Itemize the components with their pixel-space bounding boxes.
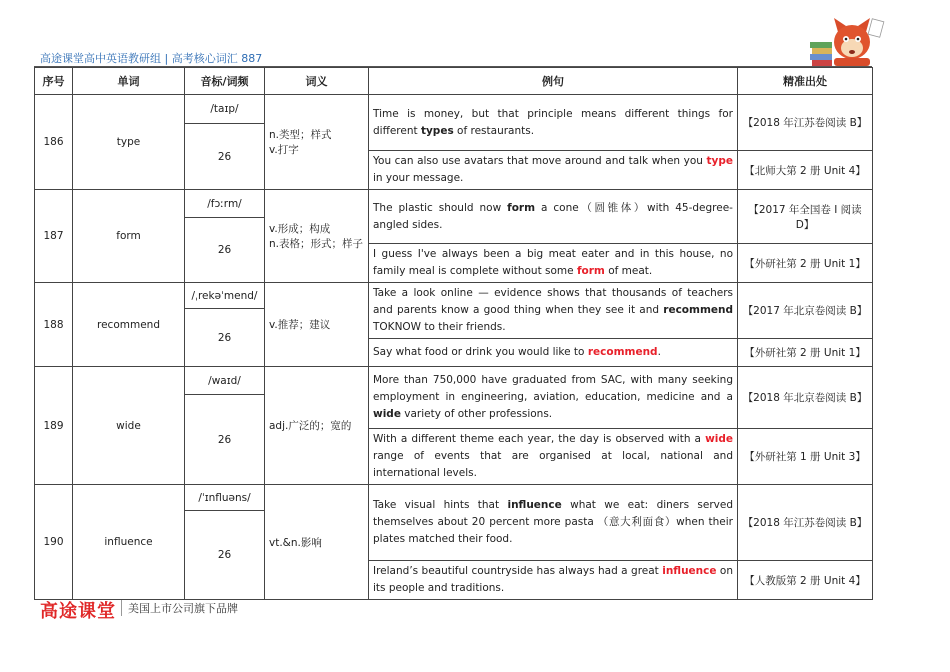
- example-sentence: [369, 244, 738, 283]
- header-source: 精准出处: [738, 68, 873, 95]
- sentence-text: TOKNOW to their friends.: [373, 321, 506, 333]
- entry-word: form: [73, 190, 185, 283]
- table-row: [35, 95, 873, 124]
- entry-number: 189: [35, 367, 73, 485]
- sentence-text: With a different theme each year, the day is observed with a: [373, 433, 706, 445]
- sentence-text: Time is money, but that principle means different things for different: [373, 107, 733, 137]
- footer-divider: [121, 600, 122, 616]
- sentence-text: of meat.: [604, 265, 653, 277]
- entry-phonetic: /waɪd/: [185, 367, 265, 395]
- entry-meaning: v.推荐；建议: [265, 283, 369, 367]
- example-sentence: [369, 485, 738, 561]
- entry-frequency: 26: [185, 395, 265, 485]
- sentence-text: on its people and traditions.: [373, 565, 733, 594]
- sentence-text: range of events that are organised at local, national and international levels.: [373, 450, 733, 479]
- entry-source: 【外研社第 2 册 Unit 1】: [738, 339, 873, 367]
- keyword-highlight: type: [706, 155, 733, 167]
- entry-phonetic: /ˌrekəˈmend/: [185, 283, 265, 309]
- entry-source: 【2018 年江苏卷阅读 B】: [738, 485, 873, 561]
- entry-source: 【外研社第 1 册 Unit 3】: [738, 429, 873, 485]
- entry-meaning: v.形成；构成 n.表格；形式；样子: [265, 190, 369, 283]
- entry-frequency: 26: [185, 124, 265, 190]
- sentence-text: I guess I've always been a big meat eater and in this house, no family meal is complete without some: [373, 248, 733, 277]
- sentence-text: of restaurants.: [453, 124, 535, 137]
- example-sentence: [369, 367, 738, 429]
- keyword: influence: [507, 499, 562, 511]
- entry-source: 【2017 年北京卷阅读 B】: [738, 283, 873, 339]
- vocabulary-table: [34, 67, 873, 600]
- header-phonetic-freq: 音标/词频: [185, 68, 265, 95]
- example-sentence: [369, 339, 738, 367]
- entry-number: 190: [35, 485, 73, 600]
- keyword: types: [420, 124, 454, 137]
- keyword-highlight: influence: [662, 565, 717, 577]
- entry-word: recommend: [73, 283, 185, 367]
- entry-phonetic: /ˈɪnfluəns/: [185, 485, 265, 511]
- sentence-text: The plastic should now: [373, 201, 508, 214]
- entry-meaning: vt.&n.影响: [265, 485, 369, 600]
- example-sentence: [369, 151, 738, 190]
- example-sentence: [369, 190, 738, 244]
- table-row: [35, 367, 873, 395]
- table-row: [35, 283, 873, 309]
- table-row: [35, 485, 873, 511]
- entry-source: 【外研社第 2 册 Unit 1】: [738, 244, 873, 283]
- keyword: recommend: [663, 304, 733, 316]
- table-row: [35, 190, 873, 218]
- sentence-text: Ireland’s beautiful countryside has always had a great: [373, 565, 663, 577]
- sentence-text: Say what food or drink you would like to: [373, 346, 588, 358]
- keyword: form: [507, 201, 536, 214]
- entry-meaning: adj.广泛的；宽的: [265, 367, 369, 485]
- sentence-text: in your message.: [373, 172, 464, 184]
- keyword-highlight: wide: [705, 433, 733, 445]
- example-sentence: [369, 429, 738, 485]
- table-header-row: [35, 68, 873, 95]
- entry-word: wide: [73, 367, 185, 485]
- mascot-illustration: [808, 12, 886, 68]
- entry-number: 186: [35, 95, 73, 190]
- sentence-text: You can also use avatars that move around and talk when you: [373, 155, 707, 167]
- entry-number: 187: [35, 190, 73, 283]
- sentence-text: .: [657, 346, 661, 358]
- sentence-text: Take visual hints that: [373, 499, 508, 511]
- entry-source: 【2017 年全国卷 I 阅读 D】: [738, 190, 873, 244]
- example-sentence: [369, 283, 738, 339]
- sentence-text: what we eat: diners served themselves about 20 percent more pasta （意大利面食）when their plates matched their food.: [373, 499, 734, 545]
- entry-word: influence: [73, 485, 185, 600]
- header-no: 序号: [35, 68, 73, 95]
- entry-phonetic: /fɔːrm/: [185, 190, 265, 218]
- entry-source: 【北师大第 2 册 Unit 4】: [738, 151, 873, 190]
- header-meaning: 词义: [265, 68, 369, 95]
- keyword: wide: [373, 408, 401, 420]
- keyword-highlight: form: [576, 265, 605, 277]
- example-sentence: [369, 95, 738, 151]
- entry-source: 【2018 年江苏卷阅读 B】: [738, 95, 873, 151]
- entry-number: 188: [35, 283, 73, 367]
- entry-frequency: 26: [185, 309, 265, 367]
- keyword-highlight: recommend: [587, 346, 658, 358]
- footer-brand-logo: 高途课堂: [40, 601, 116, 622]
- sentence-text: More than 750,000 have graduated from SAC, with many seeking employment in engineering, aviation, education, medicine and a: [373, 374, 733, 403]
- entry-source: 【2018 年北京卷阅读 B】: [738, 367, 873, 429]
- entry-word: type: [73, 95, 185, 190]
- entry-phonetic: /taɪp/: [185, 95, 265, 124]
- header-example: 例句: [369, 68, 738, 95]
- example-sentence: [369, 561, 738, 600]
- entry-frequency: 26: [185, 218, 265, 283]
- header-word: 单词: [73, 68, 185, 95]
- entry-meaning: n.类型；样式 v.打字: [265, 95, 369, 190]
- sentence-text: variety of other professions.: [400, 408, 553, 420]
- footer-tagline: 美国上市公司旗下品牌: [128, 602, 238, 615]
- header-title: 高途课堂高中英语教研组 | 高考核心词汇 887: [40, 52, 263, 65]
- entry-frequency: 26: [185, 511, 265, 600]
- sentence-text: a cone（圆锥体）with 45-degree-angled sides.: [373, 201, 733, 231]
- sentence-text: Take a look online — evidence shows that thousands of teachers and parents know a good thing when they see it and: [373, 287, 733, 316]
- entry-source: 【人教版第 2 册 Unit 4】: [738, 561, 873, 600]
